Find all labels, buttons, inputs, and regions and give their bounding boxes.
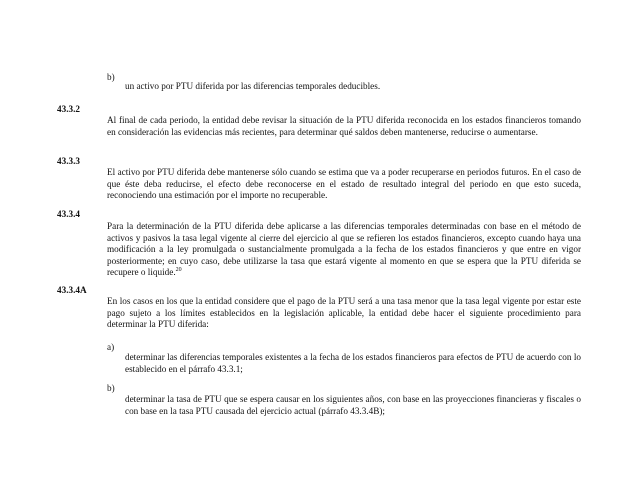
sub-item-text-b: determinar la tasa de PTU que se espera causar en los siguientes años, con base en las proyecciones financieras y fiscales o con base en la tasa PTU causada del ejercicio actual (párrafo 43.3.4B); (125, 394, 581, 416)
section-number-43-3-4a: 43.3.4A (57, 285, 87, 295)
section-text-43-3-4-body: Para la determinación de la PTU diferida debe aplicarse a las diferencias temporales determinadas con base en el método de activos y pasivos la tasa legal vigente al cierre del ejercicio al que se refieren los estados financieros, excepto cuando haya una modificación a la ley promulgada o sustancialmente promulgada a la fecha de los estados financieros y que entre en vigor posteriormente; en cuyo caso, debe utilizarse la tasa que estará vigente al momento en que se espera que la PTU diferida se recupere o liquide. (107, 221, 581, 277)
section-text-43-3-4 (107, 221, 581, 279)
section-number-43-3-2: 43.3.2 (57, 104, 80, 114)
sub-item-text-a: determinar las diferencias temporales existentes a la fecha de los estados financieros para efectos de PTU de acuerdo con lo establecido en el párrafo 43.3.1; (125, 352, 581, 374)
sub-item-label-a: a) (107, 342, 115, 352)
section-number-43-3-3: 43.3.3 (57, 156, 80, 166)
section-text-43-3-3: El activo por PTU diferida debe mantenerse sólo cuando se estima que va a poder recuperarse en periodos futuros. En el caso de que éste deba reducirse, el efecto debe reconocerse en el estado de resultado integral del periodo en que esto suceda, reconociendo una estimación por el importe no recuperable. (107, 167, 581, 200)
sub-item-label-b: b) (107, 383, 115, 393)
section-number-43-3-4: 43.3.4 (57, 209, 80, 219)
footnote-ref-20: 20 (175, 266, 182, 273)
list-item-label-b-top: b) (107, 72, 115, 82)
section-text-43-3-2: Al final de cada periodo, la entidad debe revisar la situación de la PTU diferida reconocida en los estados financieros tomando en consideración las evidencias más recientes, para determinar qué saldos deben mantenerse, reducirse o aumentarse. (107, 115, 581, 137)
section-text-43-3-4a: En los casos en los que la entidad considere que el pago de la PTU será a una tasa menor que la tasa legal vigente por estar este pago sujeto a los límites establecidos en la legislación aplicable, la entidad debe hacer el siguiente procedimiento para determinar la PTU diferida: (107, 296, 581, 329)
list-item-text-b-top: un activo por PTU diferida por las diferencias temporales deducibles. (125, 81, 381, 91)
